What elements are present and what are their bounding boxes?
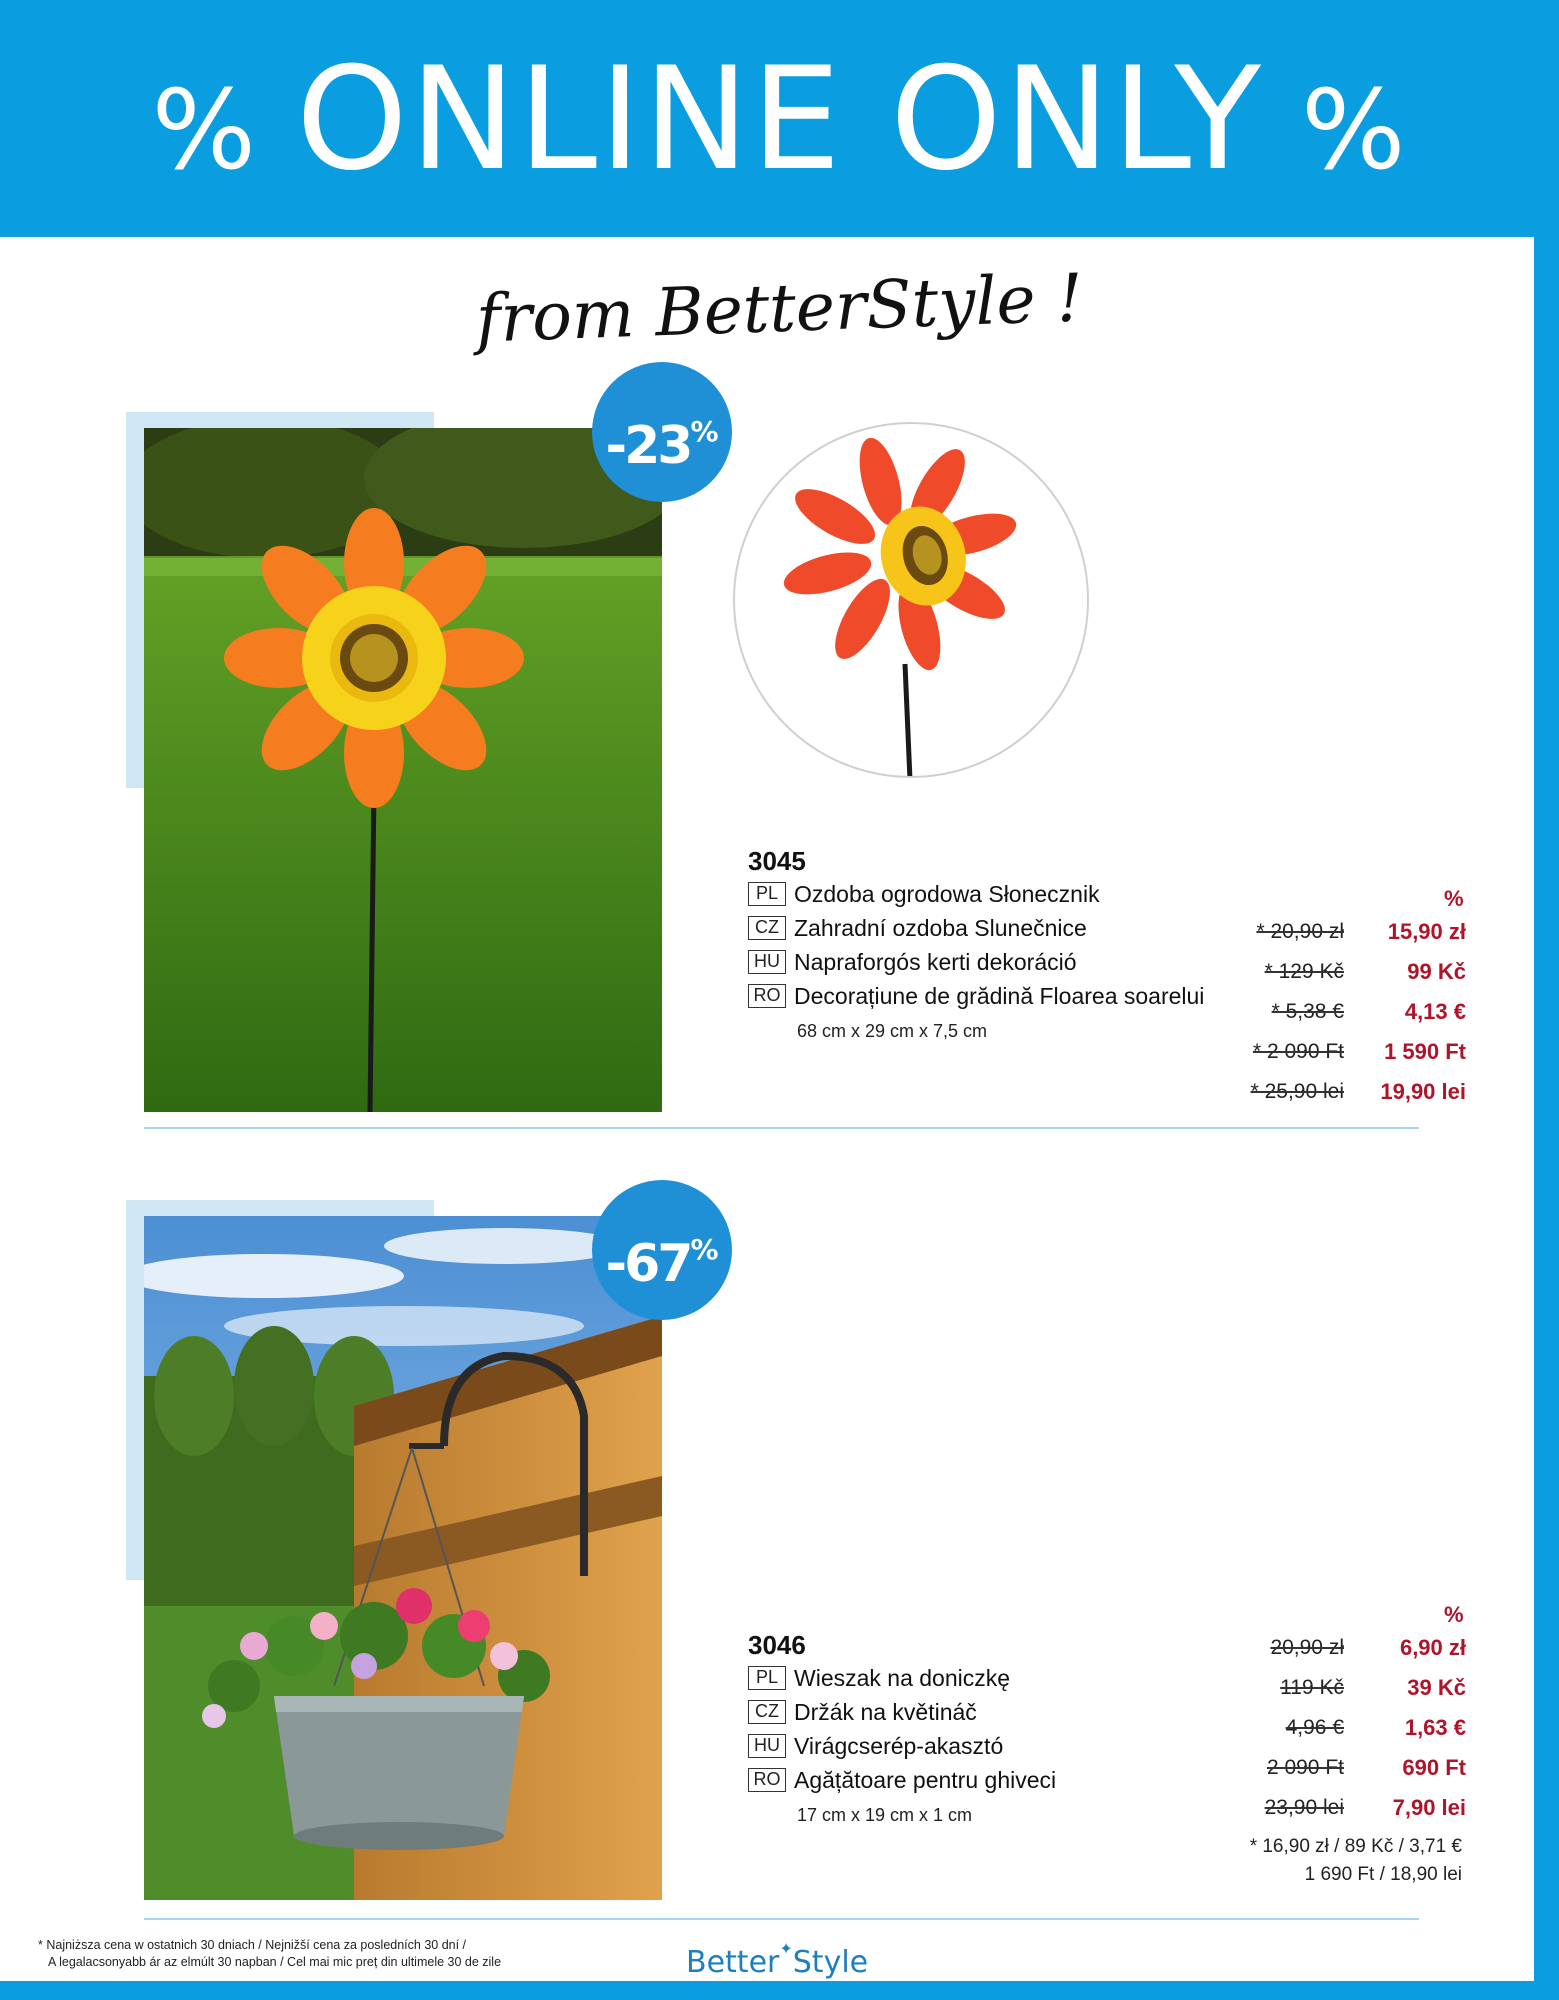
- price-row: [1160, 1668, 1466, 1708]
- lang-label: RO: [748, 1768, 786, 1792]
- product-names-1: [748, 877, 1204, 1013]
- price-row: [1160, 1072, 1466, 1112]
- product-photo-planter-hanger: [144, 1216, 662, 1900]
- tagline: from BetterStyle !: [474, 259, 1085, 358]
- product-name: Wieszak na doniczkę: [794, 1664, 1011, 1691]
- planter-hanger-image: [144, 1216, 662, 1900]
- product-name: Decorațiune de grădină Floarea soarelui: [794, 982, 1205, 1009]
- old-price: 23,90 lei: [1264, 1796, 1344, 1819]
- lang-label: PL: [748, 1666, 786, 1690]
- new-price: 99 Kč: [1407, 959, 1466, 984]
- product-dimensions-1: 68 cm x 29 cm x 7,5 cm: [797, 1021, 988, 1041]
- product-name: Zahradní ozdoba Slunečnice: [794, 914, 1087, 941]
- lowest-price-note-line-1: * 16,90 zł / 89 Kč / 3,71 €: [1249, 1836, 1462, 1857]
- old-price: 2 090 Ft: [1266, 1756, 1344, 1779]
- banner-percent-right: %: [1301, 66, 1408, 194]
- discount-badge-1-suffix: %: [690, 415, 719, 448]
- lang-label: HU: [748, 1734, 786, 1758]
- product-photo-sunflower: [144, 428, 662, 1112]
- section-divider: [144, 1127, 1419, 1129]
- price-row: [1160, 912, 1466, 952]
- new-price: 6,90 zł: [1399, 1635, 1466, 1660]
- old-price: * 129 Kč: [1264, 960, 1344, 983]
- new-price: 39 Kč: [1407, 1675, 1466, 1700]
- product-dimensions-2: 17 cm x 19 cm x 1 cm: [797, 1805, 973, 1825]
- product-name: Ozdoba ogrodowa Słonecznik: [794, 880, 1100, 907]
- price-row: [1160, 952, 1466, 992]
- product-name-row: [748, 979, 1204, 1013]
- product-name: Agățătoare pentru ghiveci: [794, 1766, 1057, 1793]
- new-price: 15,90 zł: [1387, 919, 1466, 944]
- price-row: [1160, 1628, 1466, 1668]
- product-names-2: [748, 1661, 1056, 1797]
- footnote: [38, 1937, 501, 1971]
- banner-title-text: ONLINE ONLY: [295, 37, 1264, 202]
- percent-header-2: %: [1444, 1602, 1464, 1627]
- sunflower-detail-image: [735, 424, 1089, 778]
- product-name-row: [748, 877, 1204, 911]
- product-detail-sunflower: [733, 422, 1089, 778]
- price-row: [1160, 1748, 1466, 1788]
- product-code-2: 3046: [748, 1630, 806, 1660]
- lowest-price-note-line-2: 1 690 Ft / 18,90 lei: [1304, 1864, 1462, 1885]
- new-price: 7,90 lei: [1392, 1795, 1466, 1820]
- lang-label: CZ: [748, 1700, 786, 1724]
- price-list-2: [1160, 1628, 1466, 1828]
- new-price: 690 Ft: [1402, 1755, 1466, 1780]
- price-row: [1160, 1032, 1466, 1072]
- lang-label: CZ: [748, 916, 786, 940]
- brand-part-2: Style: [792, 1945, 869, 1980]
- product-name: Virágcserép-akasztó: [794, 1732, 1004, 1759]
- footnote-line-2: A legalacsonyabb ár az elmúlt 30 napban / Cel mai mic preț din ultimele 30 de zile: [48, 1955, 502, 1969]
- new-price: 1 590 Ft: [1384, 1039, 1466, 1064]
- footer-brand-logo: [686, 1939, 868, 1980]
- percent-header-1: %: [1444, 886, 1464, 911]
- old-price: 20,90 zł: [1270, 1636, 1344, 1659]
- product-name-row: [748, 945, 1204, 979]
- old-price: * 20,90 zł: [1256, 920, 1344, 943]
- product-name-row: [748, 1763, 1056, 1797]
- product-name-row: [748, 1661, 1056, 1695]
- product-name-row: [748, 1695, 1056, 1729]
- discount-badge-1: [592, 362, 732, 502]
- old-price: * 5,38 €: [1271, 1000, 1344, 1023]
- banner-percent-left: %: [151, 66, 258, 194]
- banner-title: [0, 37, 1559, 202]
- sparkle-icon: ✦: [779, 1939, 793, 1958]
- price-list-1: [1160, 912, 1466, 1112]
- lang-label: RO: [748, 984, 786, 1008]
- product-name-row: [748, 1729, 1056, 1763]
- old-price: * 25,90 lei: [1250, 1080, 1344, 1103]
- product-name: Napraforgós kerti dekoráció: [794, 948, 1077, 975]
- discount-badge-2-value: -67: [605, 1234, 691, 1294]
- price-row: [1160, 1708, 1466, 1748]
- brand-part-1: Better: [686, 1945, 780, 1980]
- product-name: Držák na květináč: [794, 1698, 977, 1725]
- new-price: 19,90 lei: [1380, 1079, 1466, 1104]
- discount-badge-1-value: -23: [605, 416, 691, 476]
- discount-badge-2-suffix: %: [690, 1233, 719, 1266]
- product-code-1: 3045: [748, 846, 806, 876]
- old-price: 119 Kč: [1280, 1676, 1344, 1699]
- lang-label: PL: [748, 882, 786, 906]
- discount-badge-2: [592, 1180, 732, 1320]
- product-name-row: [748, 911, 1204, 945]
- price-row: [1160, 1788, 1466, 1828]
- lang-label: HU: [748, 950, 786, 974]
- sunflower-garden-image: [144, 428, 662, 1112]
- footnote-line-1: * Najniższa cena w ostatnich 30 dniach / Nejnižší cena za posledních 30 dní /: [38, 1938, 467, 1952]
- old-price: * 2 090 Ft: [1252, 1040, 1344, 1063]
- footer-divider: [144, 1918, 1419, 1920]
- old-price: 4,96 €: [1285, 1716, 1344, 1739]
- new-price: 1,63 €: [1404, 1715, 1466, 1740]
- new-price: 4,13 €: [1404, 999, 1466, 1024]
- price-row: [1160, 992, 1466, 1032]
